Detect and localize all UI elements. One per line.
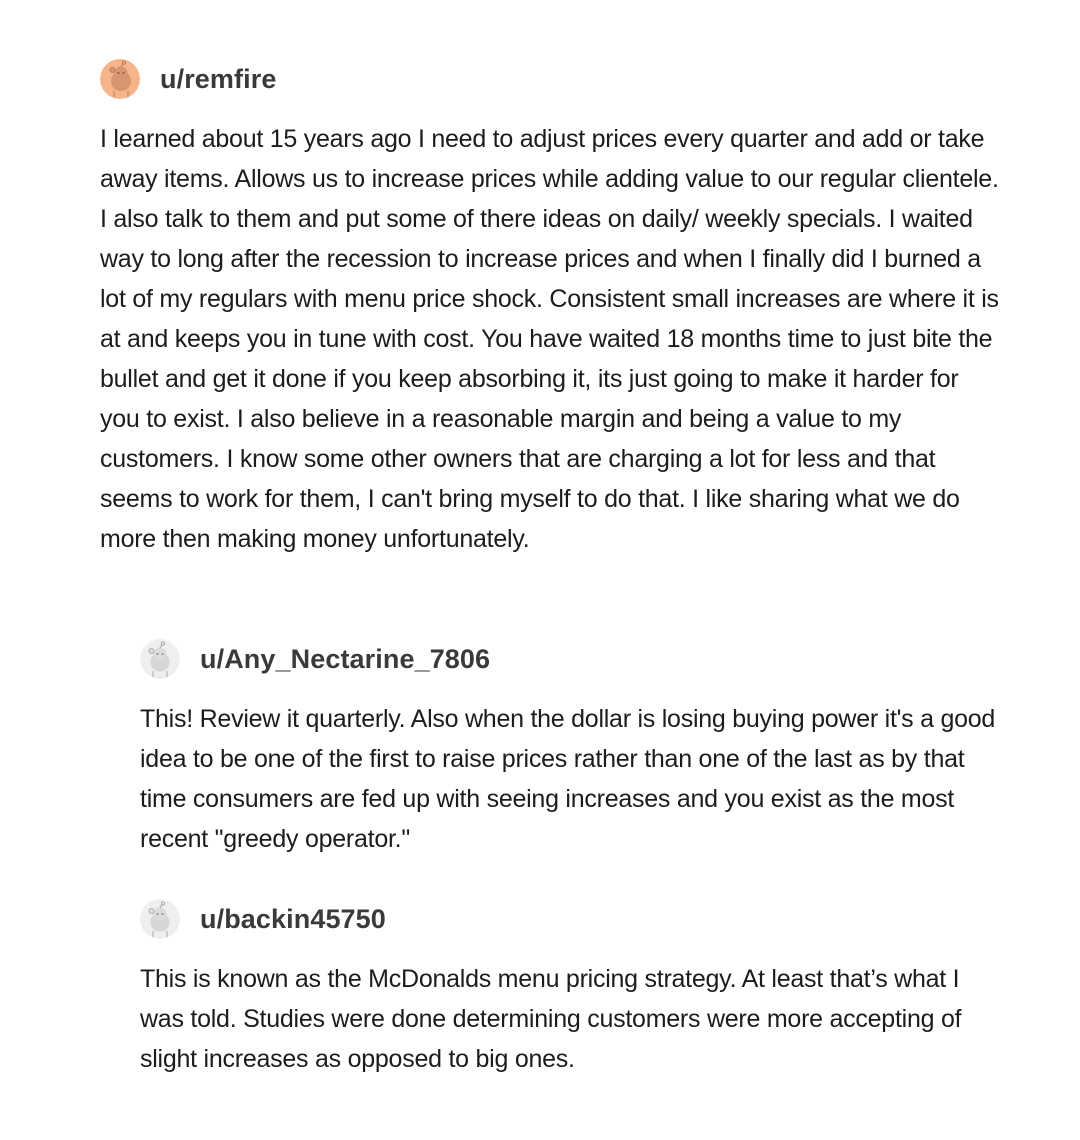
username[interactable]: u/Any_Nectarine_7806 xyxy=(200,643,491,674)
username[interactable]: u/remfire xyxy=(160,63,277,94)
comment-text: I learned about 15 years ago I need to adjust prices every quarter and add or take away items. Allows us to increase prices while adding value to our regular clientele. I also talk to them and put some of there ideas on daily/ weekly specials. I waited way to long after the recession to increase prices and when I finally did I burned a lot of my regulars with menu price shock. Consistent small increases are where it is at and keeps you in tune with cost. You have waited 18 months time to just bite the bullet and get it done if you keep absorbing it, its just going to make it harder for you to exist. I also believe in a reasonable margin and being a value to my customers. I know some other owners that are charging a lot for less and that seems to work for them, I can't bring myself to do that. I like sharing what we do more then making money unfortunately. xyxy=(100,125,999,553)
comment-text: This is known as the McDonalds menu pricing strategy. At least that’s what I was told. Studies were done determining customers were more accepting of slight increases as opposed to big ones. xyxy=(140,965,962,1073)
user-avatar-icon[interactable] xyxy=(140,639,180,679)
comment-backin45750 xyxy=(140,898,1000,1079)
comment-header xyxy=(140,898,1000,940)
user-avatar-icon[interactable] xyxy=(100,59,140,99)
comment-text: This! Review it quarterly. Also when the dollar is losing buying power it's a good idea to be one of the first to raise prices rather than one of the last as by that time consumers are fed up with seeing increases and you exist as the most recent "greedy operator." xyxy=(140,705,996,853)
username[interactable]: u/backin45750 xyxy=(200,903,386,934)
comment-any-nectarine xyxy=(140,638,1000,859)
comment-remfire xyxy=(100,58,1000,559)
comment-header xyxy=(140,638,1000,680)
user-avatar-icon[interactable] xyxy=(140,899,180,939)
comment-header xyxy=(100,58,1000,100)
